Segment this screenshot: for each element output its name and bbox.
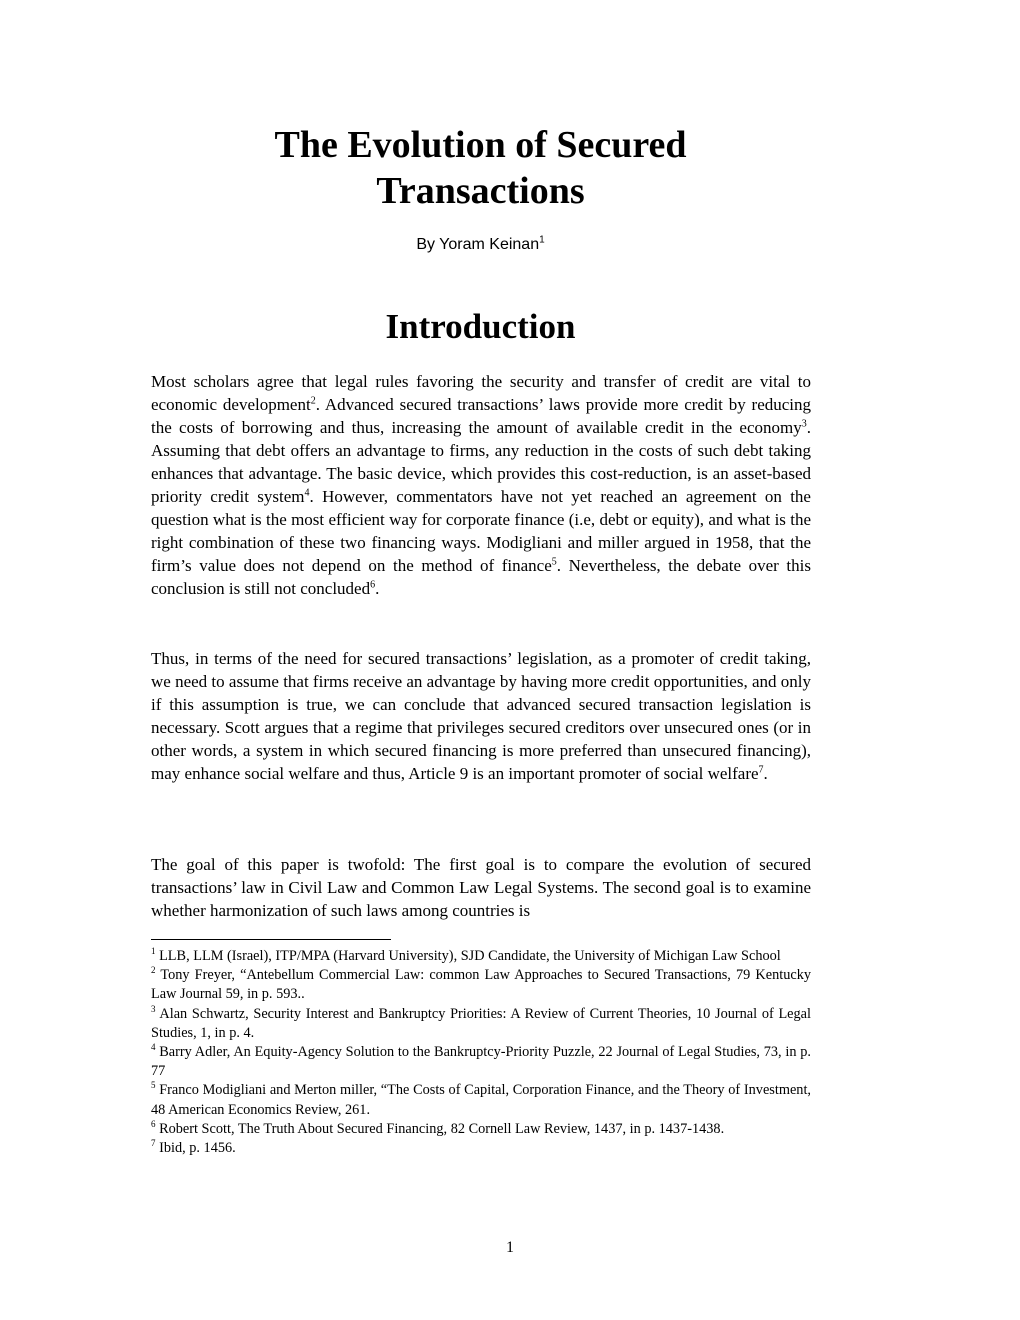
- paragraph-text: .: [763, 764, 768, 783]
- footnote-5: [151, 1081, 811, 1119]
- footnote-number: 1: [151, 946, 156, 957]
- paragraph-text: .: [375, 579, 380, 598]
- title-line-1: The Evolution of Secured: [274, 124, 687, 166]
- author-byline: [150, 235, 811, 255]
- footnote-number: 5: [151, 1080, 156, 1091]
- paragraph-text: . Nevertheless, the debate over this conclusion is still not concluded: [151, 556, 811, 598]
- paragraph-text: The goal of this paper is twofold: The first goal is to compare the evolution of secured transactions’ law in Civil Law and Common Law Legal Systems. The second goal is to examine whether harmonization of such laws among countries is: [151, 855, 811, 920]
- paragraph-3: [151, 853, 811, 922]
- footnote-number: 3: [151, 1003, 156, 1014]
- footnote-ref-3[interactable]: 3: [801, 418, 807, 430]
- footnote-number: 7: [151, 1138, 156, 1149]
- page-number: 1: [506, 1239, 514, 1256]
- footnote-1: [151, 947, 811, 966]
- footnote-2: [151, 966, 811, 1004]
- footnotes-section: [151, 947, 811, 1158]
- footnote-ref-7[interactable]: 7: [758, 764, 764, 776]
- title-line-2: Transactions: [376, 170, 585, 212]
- footnote-number: 2: [151, 965, 156, 976]
- footnote-number: 6: [151, 1119, 156, 1130]
- paragraph-text: Most scholars agree that legal rules favoring the security and transfer of credit are vital to economic development: [151, 372, 811, 414]
- footnote-7: [151, 1139, 811, 1158]
- footnote-text: Ibid, p. 1456.: [155, 1140, 236, 1157]
- footnote-ref-6[interactable]: 6: [370, 579, 376, 591]
- paragraph-text: . Advanced secured transactions’ laws provide more credit by reducing the costs of borrowing and thus, increasing the amount of available credit in the economy: [151, 395, 812, 437]
- author-footnote-ref[interactable]: 1: [539, 234, 545, 246]
- footnote-ref-2[interactable]: 2: [310, 395, 316, 407]
- footnote-3: [151, 1005, 811, 1043]
- footnote-text: Alan Schwartz, Security Interest and Bankruptcy Priorities: A Review of Current Theories, 10 Journal of Legal Studies, 1, in p. 4.: [151, 1005, 811, 1041]
- footnote-6: [151, 1120, 811, 1139]
- footnote-ref-5[interactable]: 5: [551, 556, 557, 568]
- paragraph-text: . However, commentators have not yet reached an agreement on the question what is the most efficient way for corporate finance (i.e, debt or equity), and what is the right combination of these two financing ways. Modigliani and miller argued in 1958, that the firm’s value does not depend on the method of finance: [151, 487, 811, 575]
- document-title: [150, 122, 811, 214]
- paragraph-text: . Assuming that debt offers an advantage to firms, any reduction in the costs of such debt taking enhances that advantage. The basic device, which provides this cost-reduction, is an asset-based priority credit system: [151, 418, 811, 506]
- paragraph-2: [151, 647, 811, 785]
- footnote-text: Tony Freyer, “Antebellum Commercial Law: common Law Approaches to Secured Transactions, 79 Kentucky Law Journal 59, in p. 593..: [151, 967, 811, 1003]
- footnote-text: Barry Adler, An Equity-Agency Solution to the Bankruptcy-Priority Puzzle, 22 Journal of Legal Studies, 73, in p. 77: [151, 1044, 811, 1080]
- paragraph-text: Thus, in terms of the need for secured transactions’ legislation, as a promoter of credit taking, we need to assume that firms receive an advantage by having more credit opportunities, and only if this assumption is true, we can conclude that advanced secured transaction legislation is necessary. Scott argues that a regime that privileges secured creditors over unsecured ones (or in other words, a system in which secured financing is more preferred than unsecured financing), may enhance social welfare and thus, Article 9 is an important promoter of social welfare: [151, 649, 811, 783]
- section-heading-introduction: Introduction: [385, 307, 576, 346]
- footnote-text: LLB, LLM (Israel), ITP/MPA (Harvard University), SJD Candidate, the University of Michigan Law School: [155, 948, 781, 964]
- footnote-text: Franco Modigliani and Merton miller, “The Costs of Capital, Corporation Finance, and the Theory of Investment, 48 American Economics Review, 261.: [151, 1082, 811, 1118]
- paragraph-1: [151, 370, 811, 600]
- footnote-text: Robert Scott, The Truth About Secured Financing, 82 Cornell Law Review, 1437, in p. 1437-1438.: [155, 1120, 725, 1137]
- footnote-4: [151, 1043, 811, 1081]
- footnote-ref-4[interactable]: 4: [304, 487, 310, 499]
- author-name: By Yoram Keinan: [416, 236, 540, 253]
- footnote-number: 4: [151, 1042, 156, 1053]
- footnote-separator: [151, 939, 391, 940]
